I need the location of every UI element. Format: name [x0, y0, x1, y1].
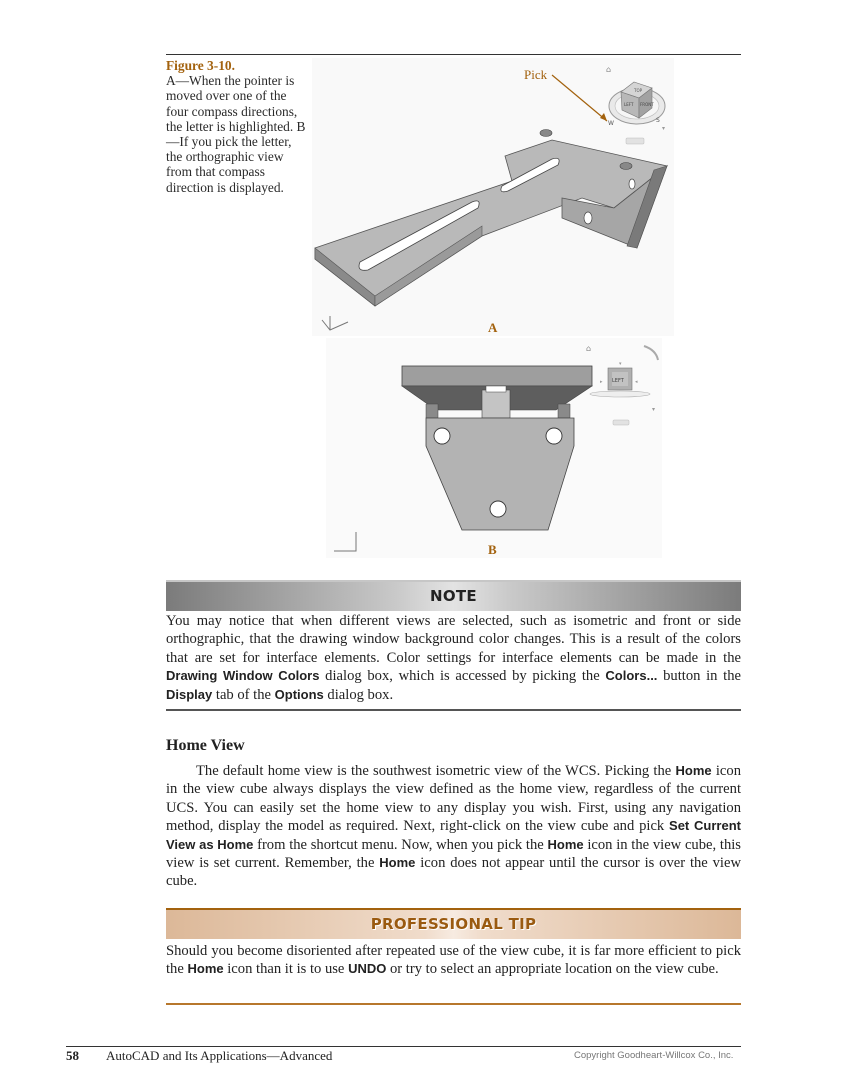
bracket-isometric-illustration — [312, 58, 674, 336]
figure-panel-a — [312, 58, 674, 336]
svg-text:S: S — [656, 117, 660, 124]
bold-term: Home — [675, 763, 712, 778]
figure-caption-text: A—When the pointer is moved over one of the four compass directions, the letter is highlighted. B—If you pick the letter, the orthographic view from that compass direction is displayed. — [166, 73, 306, 195]
tip-title: PROFESSIONAL TIP — [370, 915, 537, 933]
ucs-icon — [334, 532, 356, 551]
copyright: Copyright Goodheart-Willcox Co., Inc. — [574, 1050, 734, 1061]
svg-text:TOP: TOP — [634, 88, 643, 93]
svg-text:▾: ▾ — [652, 407, 656, 413]
bracket-left-view-illustration — [326, 338, 662, 558]
svg-text:⌂: ⌂ — [586, 344, 592, 353]
ucs-icon — [322, 316, 348, 330]
bold-term: Home — [379, 855, 416, 871]
svg-text:⌂: ⌂ — [606, 65, 612, 74]
figure-caption — [166, 58, 306, 195]
footer-rule — [66, 1046, 741, 1047]
section-body: The default home view is the southwest isometric view of the WCS. Picking the Home icon in the view cube always displays the view defined as the home view, regardless of the current UCS. You can easily set the home view to any display you wish. First, using any navigation method, display the model as required. Next, right-click on the view cube and pick Set Current View as Home from the shortcut menu. Now, when you pick the Home icon in the view cube, this view is set current. Remember, the Home icon does not appear until the cursor is over the view cube. — [166, 763, 741, 890]
bold-term: Display — [166, 686, 213, 702]
svg-text:▾: ▾ — [619, 362, 622, 367]
bold-term: Options — [274, 686, 324, 702]
svg-text:▸: ▸ — [600, 380, 603, 385]
panel-a-label: A — [488, 320, 498, 335]
top-rule — [166, 54, 741, 55]
bold-term: Home — [547, 836, 584, 852]
note-header — [166, 580, 741, 611]
figure-number: Figure 3-10. — [166, 58, 235, 73]
tip-body: Should you become disoriented after repeated use of the view cube, it is far more efficient to pick the Home icon than it is to use UNDO or try to select an appropriate location on the view cube. — [166, 943, 741, 978]
bold-term: Drawing Window Colors — [166, 668, 320, 684]
bold-term: UNDO — [348, 961, 387, 977]
svg-text:LEFT: LEFT — [612, 378, 624, 384]
note-title: NOTE — [430, 587, 477, 605]
svg-text:◂: ◂ — [635, 380, 638, 385]
section-heading: Home View — [166, 737, 245, 754]
note-body: You may notice that when different views are selected, such as isometric and front or side orthographic, that the drawing window background color changes. This is a result of the colors that are set for interface elements. Color settings for interface elements can be made in the Drawing Window Colors dialog box, which is accessed by picking the Colors... button in the Display tab of the Options dialog box. — [166, 613, 741, 703]
tip-header — [166, 908, 741, 939]
svg-text:LEFT: LEFT — [624, 102, 634, 107]
bold-term: Colors... — [605, 668, 658, 684]
svg-text:FRONT: FRONT — [640, 102, 654, 107]
bold-term: Home — [187, 961, 224, 977]
svg-text:▾: ▾ — [662, 125, 666, 132]
viewcube-icon — [586, 344, 658, 425]
figure-panel-b — [326, 338, 662, 558]
svg-text:W: W — [608, 120, 614, 127]
panel-b-label: B — [488, 542, 497, 557]
tip-bottom-rule — [166, 1003, 741, 1005]
book-title: AutoCAD and Its Applications—Advanced — [106, 1048, 333, 1063]
viewcube-icon — [606, 65, 665, 144]
page-number: 58 — [66, 1048, 79, 1063]
pick-callout: Pick — [524, 67, 548, 82]
bold-term: Set Current View as Home — [166, 818, 741, 852]
note-bottom-rule — [166, 709, 741, 711]
